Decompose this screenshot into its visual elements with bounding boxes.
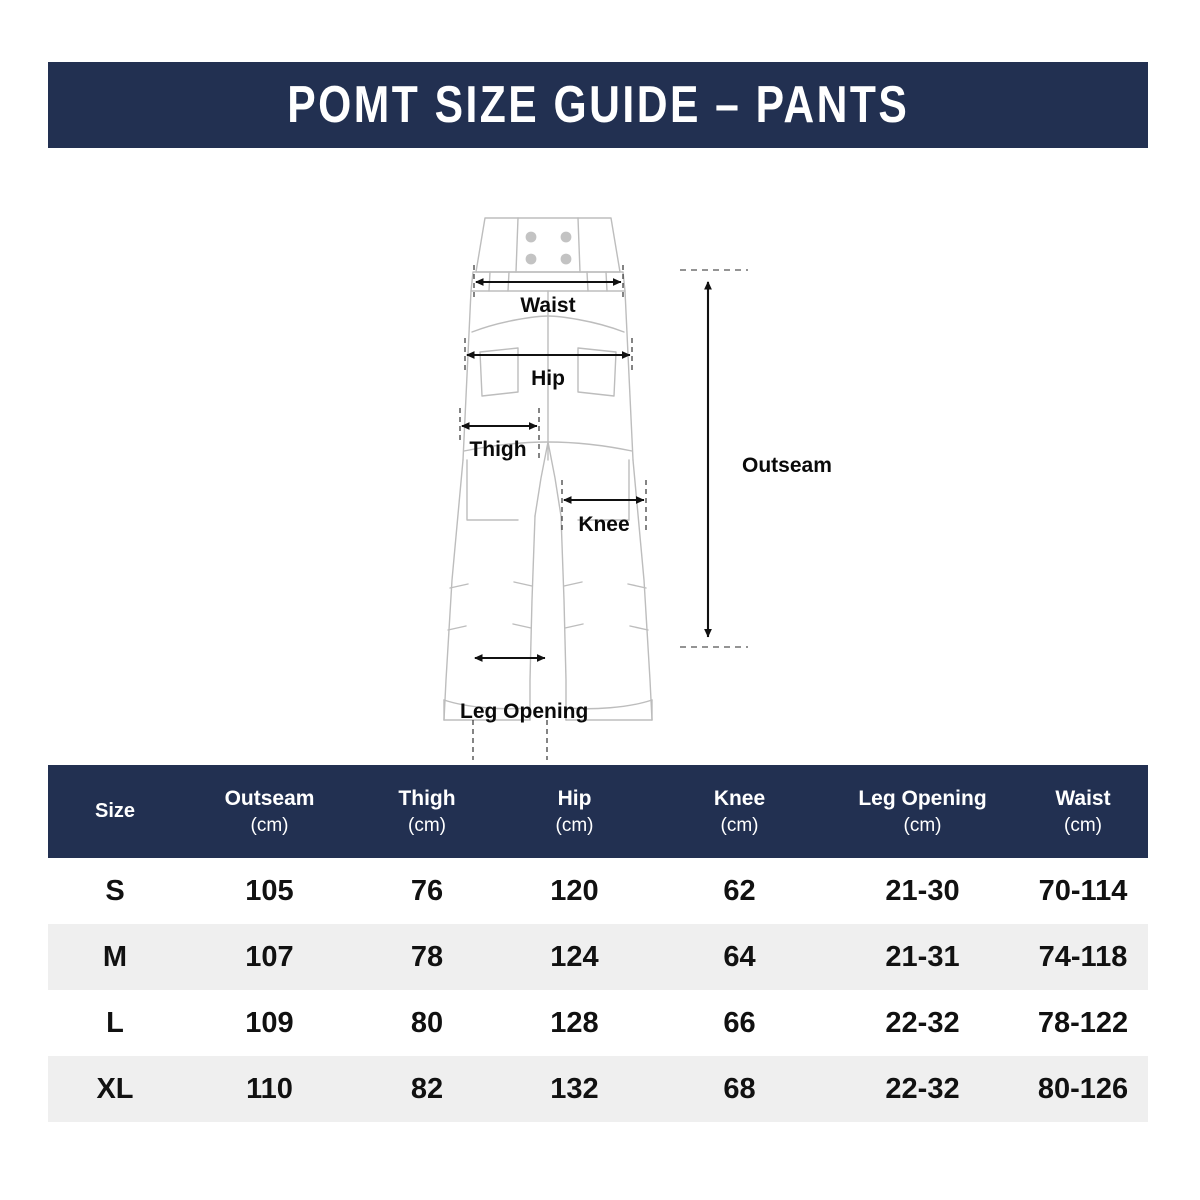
column-header-size xyxy=(48,765,182,858)
column-header-knee-unit: (cm) xyxy=(720,814,759,836)
table-header-row xyxy=(48,765,1148,858)
table-row xyxy=(48,858,1148,924)
page-header-banner xyxy=(48,62,1148,148)
outseam-measurement xyxy=(680,270,832,647)
page-title: POMT SIZE GUIDE – PANTS xyxy=(286,76,910,134)
cell-hip: 124 xyxy=(497,924,652,990)
column-header-waist xyxy=(1018,765,1148,858)
outseam-label: Outseam xyxy=(742,454,832,477)
cell-size: S xyxy=(48,858,182,924)
knee-label: Knee xyxy=(578,513,630,536)
cell-outseam: 107 xyxy=(182,924,357,990)
column-header-thigh xyxy=(357,765,497,858)
cell-thigh: 80 xyxy=(357,990,497,1056)
cell-hip: 128 xyxy=(497,990,652,1056)
column-header-size-label: Size xyxy=(94,800,136,822)
column-header-leg-opening xyxy=(827,765,1018,858)
cell-size: L xyxy=(48,990,182,1056)
cell-outseam: 110 xyxy=(182,1056,357,1122)
column-header-outseam-unit: (cm) xyxy=(250,814,289,836)
thigh-measurement xyxy=(460,408,539,461)
column-header-knee xyxy=(652,765,827,858)
cell-knee: 62 xyxy=(652,858,827,924)
column-header-waist-unit: (cm) xyxy=(1064,814,1102,836)
waistband-snap-buttons xyxy=(526,232,572,265)
cell-waist: 74-118 xyxy=(1018,924,1148,990)
cell-outseam: 105 xyxy=(182,858,357,924)
cell-leg-opening: 21-31 xyxy=(827,924,1018,990)
column-header-knee-label: Knee xyxy=(713,786,766,810)
column-header-leg-opening-label: Leg Opening xyxy=(858,786,987,810)
cell-thigh: 76 xyxy=(357,858,497,924)
pants-diagram xyxy=(48,160,1148,760)
cell-waist: 78-122 xyxy=(1018,990,1148,1056)
cell-knee: 66 xyxy=(652,990,827,1056)
cell-hip: 120 xyxy=(497,858,652,924)
cell-size: M xyxy=(48,924,182,990)
column-header-leg-opening-unit: (cm) xyxy=(903,814,942,836)
cell-leg-opening: 22-32 xyxy=(827,990,1018,1056)
table-body xyxy=(48,858,1148,1122)
pants-diagram-svg xyxy=(48,160,1148,760)
knee-measurement xyxy=(562,480,646,536)
column-header-hip-label: Hip xyxy=(557,786,592,810)
column-header-hip-unit: (cm) xyxy=(555,814,594,836)
waist-label: Waist xyxy=(520,294,576,317)
table-row xyxy=(48,1056,1148,1122)
cell-outseam: 109 xyxy=(182,990,357,1056)
cell-knee: 64 xyxy=(652,924,827,990)
cell-knee: 68 xyxy=(652,1056,827,1122)
cell-thigh: 78 xyxy=(357,924,497,990)
table-row xyxy=(48,924,1148,990)
cell-thigh: 82 xyxy=(357,1056,497,1122)
thigh-label: Thigh xyxy=(469,438,527,461)
column-header-outseam-label: Outseam xyxy=(224,786,315,810)
cell-waist: 80-126 xyxy=(1018,1056,1148,1122)
hip-label: Hip xyxy=(531,367,565,390)
cell-leg-opening: 21-30 xyxy=(827,858,1018,924)
table-row xyxy=(48,990,1148,1056)
size-chart-table xyxy=(48,765,1148,1122)
column-header-outseam xyxy=(182,765,357,858)
column-header-thigh-label: Thigh xyxy=(398,786,456,810)
cell-leg-opening: 22-32 xyxy=(827,1056,1018,1122)
cell-waist: 70-114 xyxy=(1018,858,1148,924)
leg-opening-label: Leg Opening xyxy=(460,700,589,723)
leg-opening-measurement xyxy=(460,658,588,760)
column-header-waist-label: Waist xyxy=(1055,786,1111,810)
column-header-hip xyxy=(497,765,652,858)
cell-size: XL xyxy=(48,1056,182,1122)
cell-hip: 132 xyxy=(497,1056,652,1122)
column-header-thigh-unit: (cm) xyxy=(408,814,446,836)
table-header xyxy=(48,765,1148,858)
